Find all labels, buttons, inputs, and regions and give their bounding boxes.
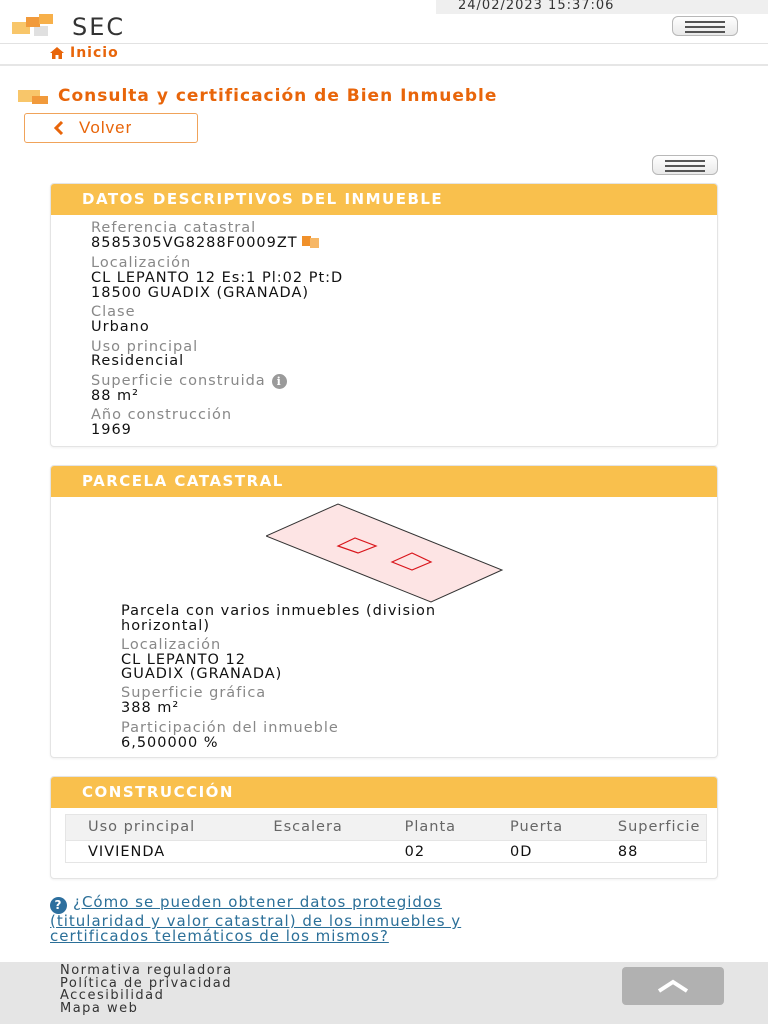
- cadastral-ref-value: [91, 236, 322, 251]
- participation-label: Participación del inmueble: [121, 720, 339, 736]
- help-link-line1: ¿Cómo se pueden obtener datos protegidos: [73, 893, 442, 911]
- main-use-label: Uso principal: [91, 339, 199, 355]
- graphic-area-value: 388 m²: [121, 700, 180, 716]
- parcel-location-label: Localización: [121, 637, 222, 653]
- column-header: Escalera: [251, 815, 382, 840]
- participation-value: 6,500000 %: [121, 735, 219, 751]
- table-cell: VIVIENDA: [66, 840, 251, 863]
- brand-name[interactable]: SEC: [72, 13, 126, 41]
- panel-title: CONSTRUCCIÓN: [51, 777, 717, 808]
- parcel-location-line2: GUADIX (GRANADA): [121, 666, 283, 682]
- parcel-plan-image[interactable]: [266, 502, 506, 606]
- built-area-label-text: Superficie construida: [91, 373, 266, 389]
- copy-icon[interactable]: [302, 236, 322, 248]
- table-cell: 88: [596, 840, 707, 863]
- scroll-to-top-button[interactable]: [622, 967, 724, 1005]
- table-row: [66, 840, 707, 863]
- built-area-label: [91, 374, 287, 389]
- divider: [0, 64, 768, 66]
- class-value: Urbano: [91, 319, 150, 335]
- sec-logo-icon[interactable]: [12, 14, 64, 40]
- property-icon: [18, 88, 48, 104]
- table-cell: [251, 840, 382, 863]
- table-header-row: [66, 815, 707, 840]
- chevron-left-icon: [53, 121, 65, 135]
- top-bar: [0, 0, 768, 44]
- info-icon[interactable]: i: [272, 374, 287, 389]
- cadastral-ref-label: Referencia catastral: [91, 220, 257, 236]
- footer-link-normativa[interactable]: Normativa reguladora: [60, 963, 233, 978]
- column-header: Planta: [383, 815, 488, 840]
- page-title: [18, 86, 497, 106]
- page-title-text: Consulta y certificación de Bien Inmueble: [58, 86, 498, 106]
- cadastral-parcel-panel: [50, 465, 718, 758]
- home-icon: [50, 47, 64, 59]
- column-header: Uso principal: [66, 815, 251, 840]
- parcel-desc-line2: horizontal): [121, 618, 210, 634]
- datetime: 24/02/2023 15:37:06: [436, 0, 768, 14]
- footer-links: [60, 965, 233, 1015]
- location-label: Localización: [91, 255, 192, 271]
- help-link-line3: certificados telemáticos de los mismos?: [50, 927, 389, 945]
- panel-title: DATOS DESCRIPTIVOS DEL INMUEBLE: [51, 184, 717, 215]
- class-label: Clase: [91, 304, 136, 320]
- column-header: Superficie: [596, 815, 707, 840]
- footer-link-privacidad[interactable]: Política de privacidad: [60, 975, 232, 991]
- main-use-value: Residencial: [91, 353, 185, 369]
- column-header: Puerta: [488, 815, 596, 840]
- table-cell: 0D: [488, 840, 596, 863]
- construction-panel: [50, 776, 718, 879]
- footer-link-mapa-web[interactable]: Mapa web: [60, 1000, 139, 1016]
- construction-table[interactable]: [65, 814, 707, 863]
- help-link-line2: (titularidad y valor catastral) de los inmuebles y: [50, 912, 462, 930]
- main-menu-button[interactable]: [672, 16, 738, 36]
- help-icon: ?: [50, 897, 67, 914]
- cadastral-ref-text: 8585305VG8288F0009ZT: [91, 235, 298, 251]
- protected-data-help-link[interactable]: [50, 895, 650, 944]
- location-line2: 18500 GUADIX (GRANADA): [91, 285, 310, 301]
- panel-title: PARCELA CATASTRAL: [51, 466, 717, 497]
- table-cell: 02: [383, 840, 488, 863]
- built-area-value: 88 m²: [91, 388, 139, 404]
- graphic-area-label: Superficie gráfica: [121, 685, 267, 701]
- footer: [0, 962, 768, 1024]
- descriptive-data-panel: [50, 183, 718, 447]
- chevron-up-icon: [657, 979, 689, 993]
- location-line1: CL LEPANTO 12 Es:1 Pl:02 Pt:D: [91, 270, 344, 286]
- year-built-label: Año construcción: [91, 407, 233, 423]
- home-link[interactable]: [50, 45, 119, 61]
- home-link-label: Inicio: [70, 45, 119, 61]
- footer-link-accesibilidad[interactable]: Accesibilidad: [60, 988, 165, 1003]
- section-menu-button[interactable]: [652, 155, 718, 175]
- back-button-label: Volver: [79, 118, 133, 137]
- year-built-value: 1969: [91, 422, 132, 438]
- parcel-location-line1: CL LEPANTO 12: [121, 652, 246, 668]
- back-button[interactable]: [24, 113, 198, 143]
- parcel-desc-line1: Parcela con varios inmuebles (division: [121, 603, 437, 619]
